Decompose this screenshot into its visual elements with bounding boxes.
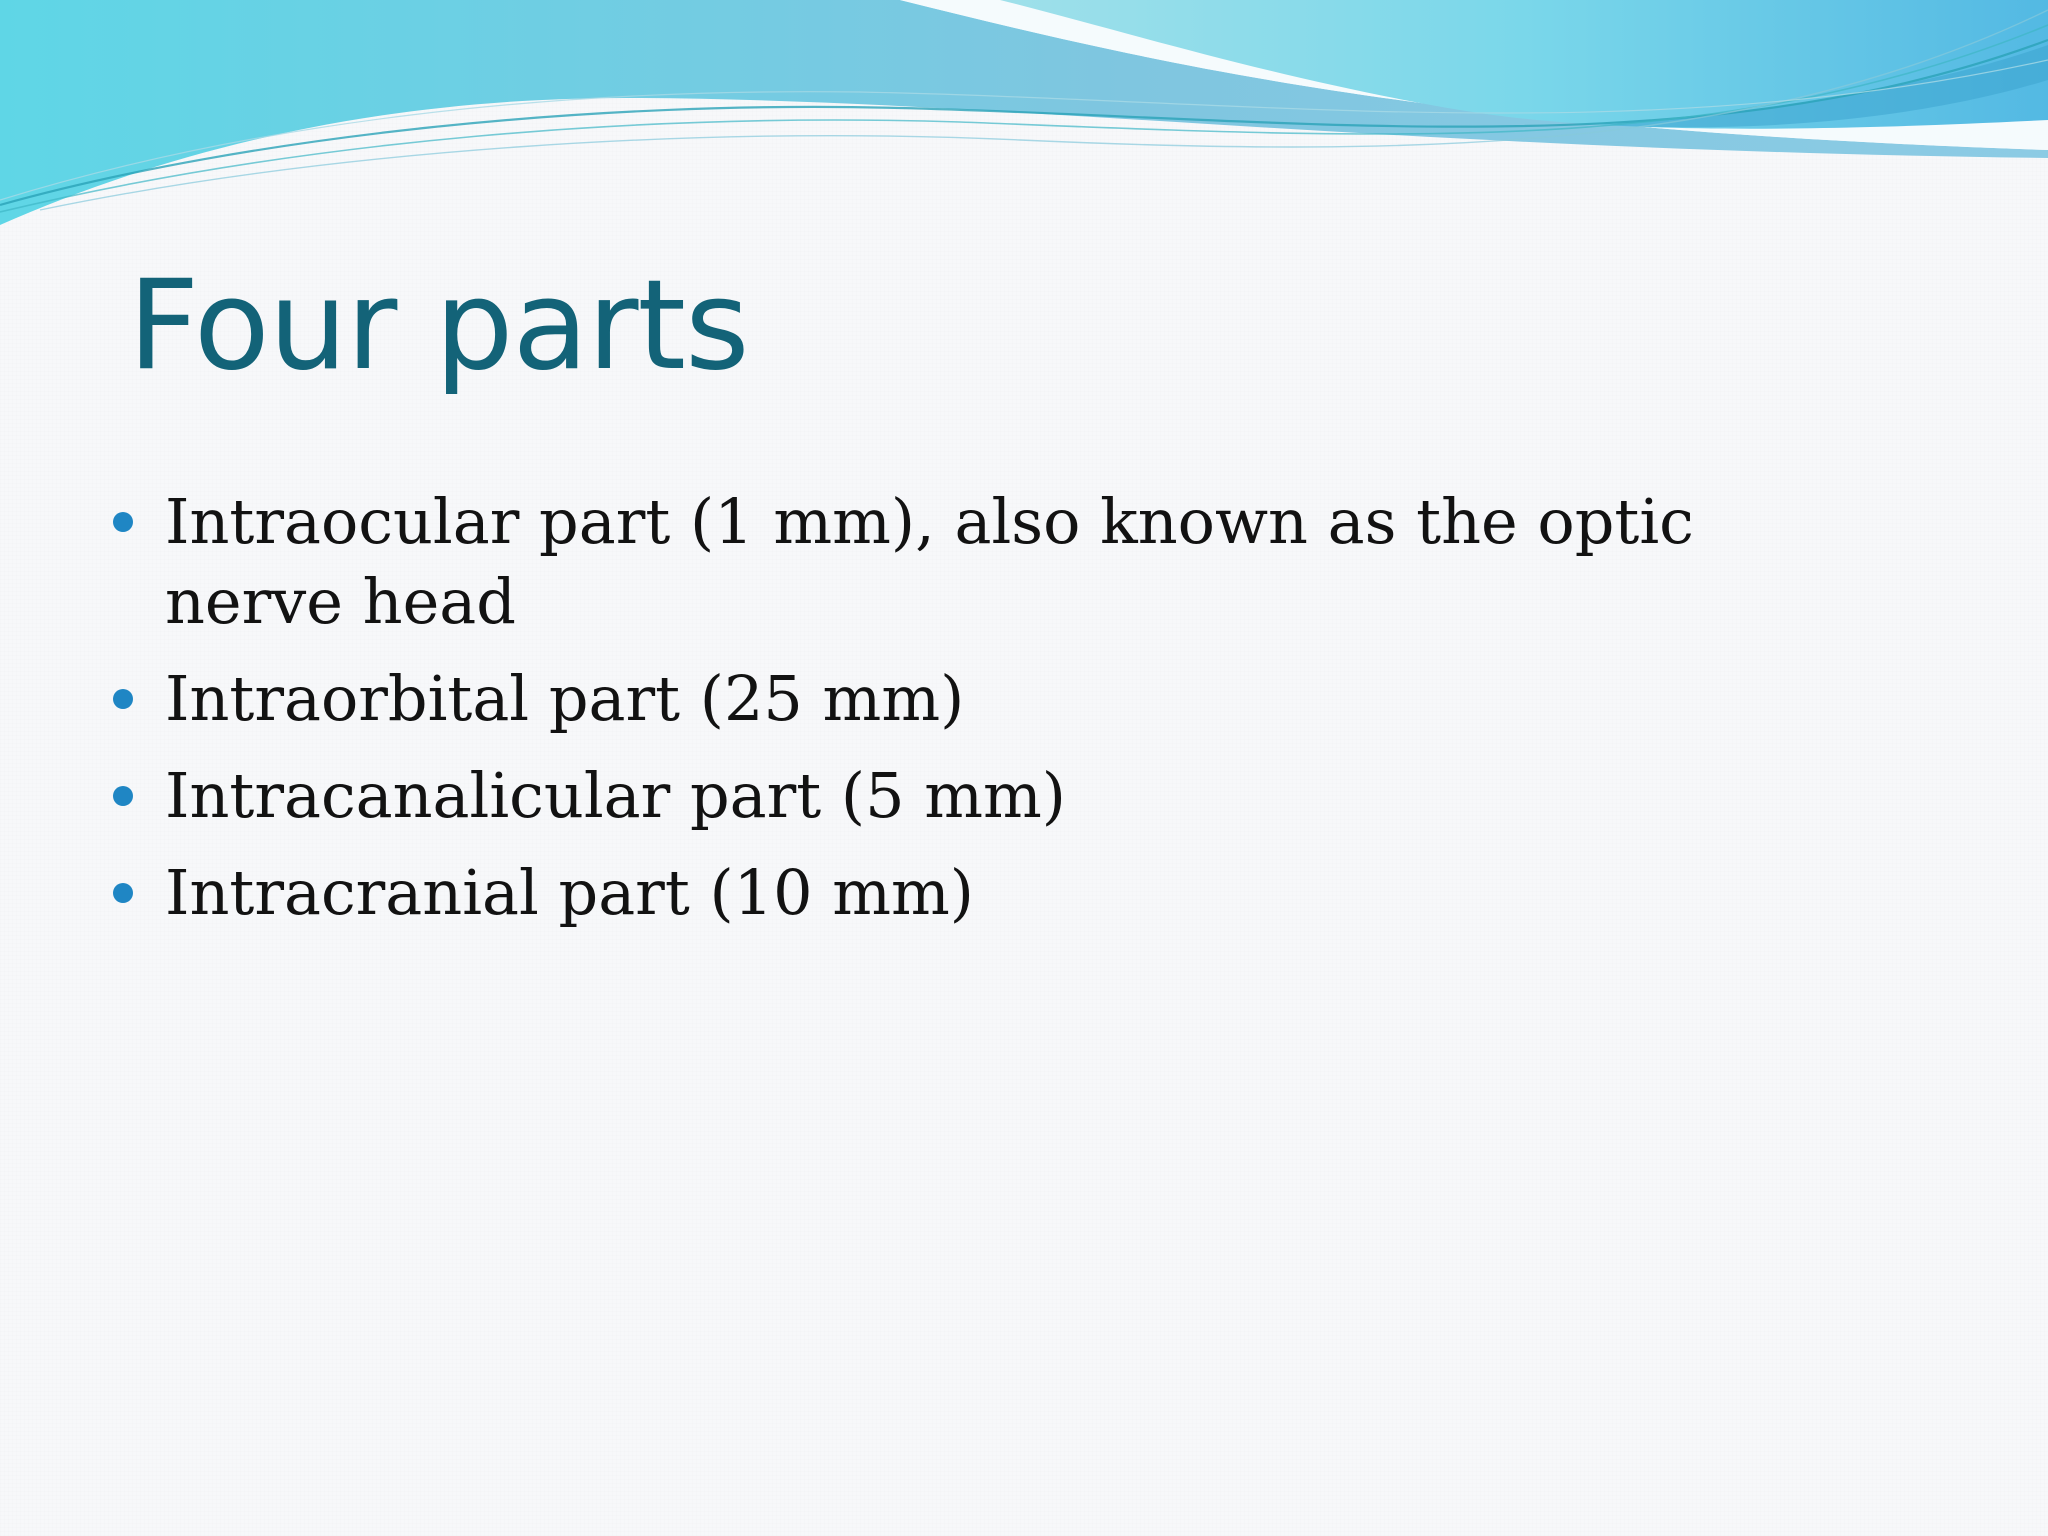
bullet-dot-icon [113, 512, 133, 532]
list-item [110, 853, 1890, 933]
list-item [110, 659, 1890, 739]
list-item [110, 756, 1890, 836]
bullet-dot-icon [113, 786, 133, 806]
bullet-text: Intracranial part (10 mm) [165, 856, 974, 929]
bullet-dot-icon [113, 689, 133, 709]
slide-title: Four parts [128, 254, 749, 398]
bullet-text: Intraocular part (1 mm), also known as the optic nerve head [165, 485, 1694, 638]
list-item [110, 482, 1890, 642]
decorative-wave-header [0, 0, 2048, 240]
bullet-text: Intracanalicular part (5 mm) [165, 759, 1066, 832]
bullet-text: Intraorbital part (25 mm) [165, 662, 965, 735]
bullet-list [110, 482, 1890, 950]
bullet-dot-icon [113, 883, 133, 903]
